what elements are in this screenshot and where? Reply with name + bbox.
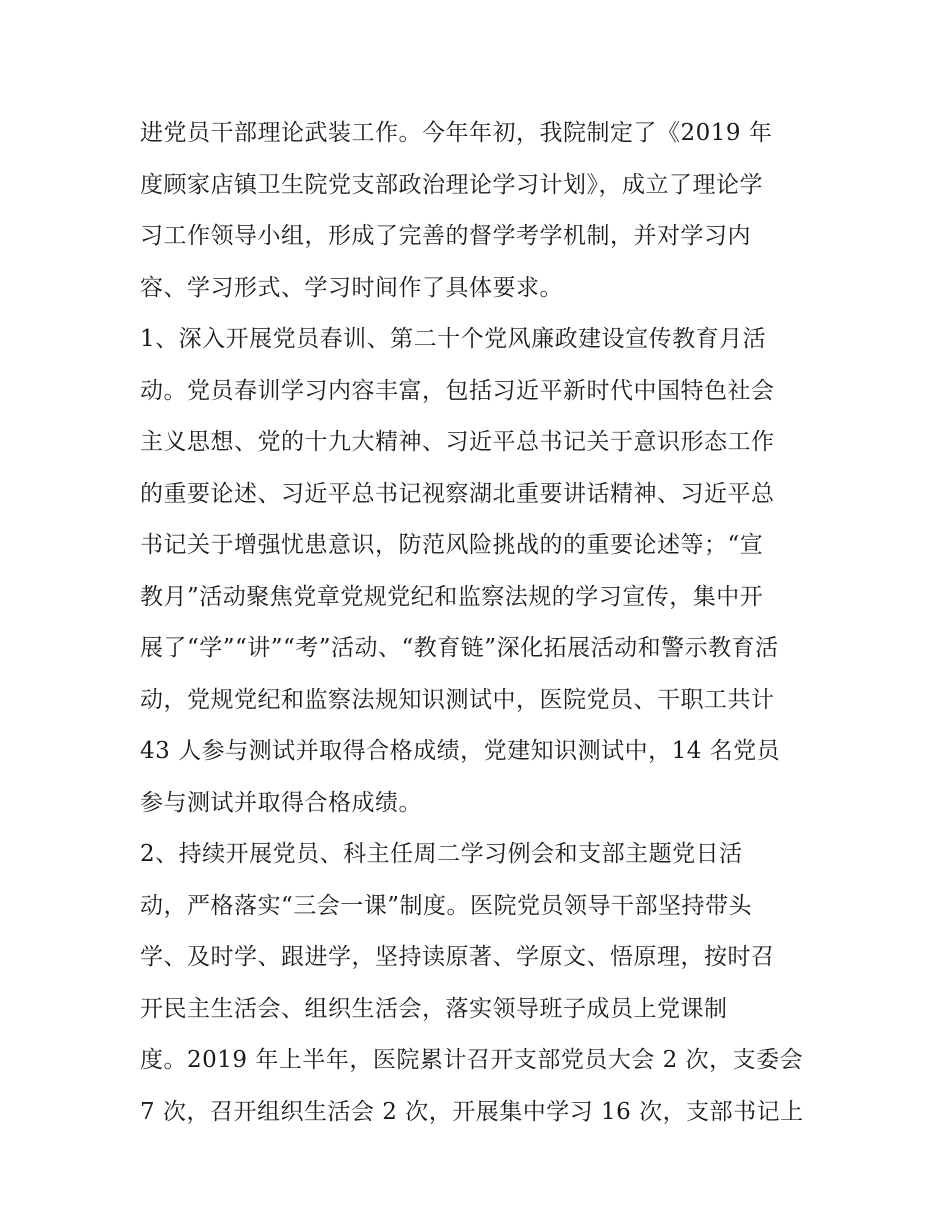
text-line: 进党员干部理论武装工作。今年年初，我院制定了《2019 年 [140, 120, 773, 146]
text-line: 7 次，召开组织生活会 2 次，开展集中学习 16 次，支部书记上 [140, 1098, 804, 1125]
text-line: 书记关于增强忧患意识，防范风险挑战的的重要论述等；“宣 [140, 532, 764, 558]
text-line: 度顾家店镇卫生院党支部政治理论学习计划》，成立了理论学 [140, 171, 763, 198]
text-line: 1、深入开展党员春训、第二十个党风廉政建设宣传教育月活 [140, 326, 767, 352]
text-line: 的重要论述、习近平总书记视察湖北重要讲话精神、习近平总 [140, 480, 775, 507]
text-line: 主义思想、党的十九大精神、习近平总书记关于意识形态工作 [140, 429, 775, 455]
text-line: 43 人参与测试并取得合格成绩，党建知识测试中，14 名党员 [140, 738, 781, 764]
document-body [140, 108, 812, 1138]
text-line: 教月”活动聚焦党章党规党纪和监察法规的学习宣传，集中开 [140, 583, 764, 610]
text-line: 动，党规党纪和监察法规知识测试中，医院党员、干职工共计 [140, 686, 775, 713]
text-line: 动。党员春训学习内容丰富，包括习近平新时代中国特色社会 [140, 377, 775, 404]
text-line: 动，严格落实“三会一课”制度。医院党员领导干部坚持带头 [140, 892, 753, 919]
text-line: 习工作领导小组，形成了完善的督学考学机制，并对学习内 [140, 223, 751, 249]
text-line: 学、及时学、跟进学，坚持读原著、学原文、悟原理，按时召 [140, 944, 775, 970]
text-line: 度。2019 年上半年，医院累计召开支部党员大会 2 次，支委会 [140, 1047, 804, 1073]
text-line: 容、学习形式、学习时间作了具体要求。 [140, 274, 563, 301]
text-line: 展了“学”“讲”“考”活动、“教育链”深化拓展活动和警示教育活 [140, 635, 779, 661]
text-line: 开民主生活会、组织生活会，落实领导班子成员上党课制 [140, 995, 728, 1022]
text-line: 2、持续开展党员、科主任周二学习例会和支部主题党日活 [140, 841, 743, 867]
text-line: 参与测试并取得合格成绩。 [140, 789, 422, 816]
